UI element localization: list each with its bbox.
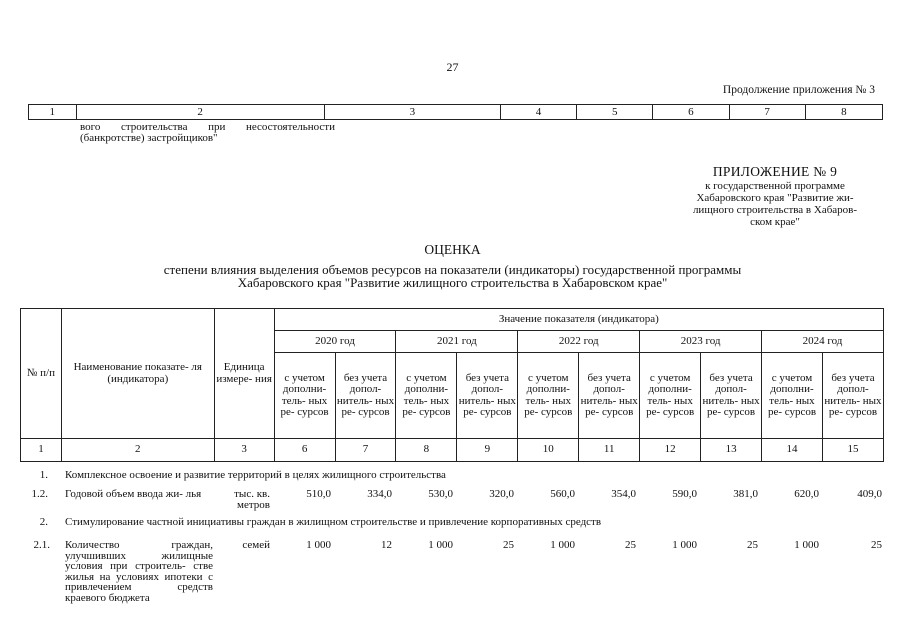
header-without-resources: без учета допол- нитель- ных ре- сурсов [822, 353, 883, 439]
continuation-text: вого строительства при несостоятельности (банкротстве) застройщиков" [80, 121, 335, 144]
indicators-table-body [20, 470, 884, 630]
header-with-resources: с учетом дополни- тель- ных ре- сурсов [518, 353, 579, 439]
header-year-2020: 2020 год [274, 331, 396, 353]
continuation-table-header [28, 104, 883, 120]
value-2022-with: 560,0 [550, 488, 575, 500]
value-2023-without: 25 [747, 539, 758, 551]
header-with-resources: с учетом дополни- тель- ных ре- сурсов [762, 353, 823, 439]
indicators-table-header [20, 308, 884, 462]
value-2021-without: 320,0 [489, 488, 514, 500]
value-2022-with: 1 000 [550, 539, 575, 551]
row-num: 2.1. [33, 539, 50, 551]
row-unit: тыс. кв. метров [234, 488, 270, 511]
value-2020-with: 510,0 [306, 488, 331, 500]
value-2023-with: 1 000 [672, 539, 697, 551]
value-2020-without: 12 [381, 539, 392, 551]
continuation-label: Продолжение приложения № 3 [722, 84, 875, 96]
column-number: 10 [518, 439, 579, 462]
value-2022-without: 25 [625, 539, 636, 551]
row-unit: семей [242, 539, 270, 551]
header-value-group: Значение показателя (индикатора) [274, 309, 883, 331]
cont-col-7: 7 [729, 105, 805, 120]
value-2021-without: 25 [503, 539, 514, 551]
column-number: 15 [822, 439, 883, 462]
value-2024-without: 409,0 [857, 488, 882, 500]
cont-col-6: 6 [653, 105, 729, 120]
document-subtitle [60, 263, 845, 289]
column-number: 14 [762, 439, 823, 462]
header-with-resources: с учетом дополни- тель- ных ре- сурсов [640, 353, 701, 439]
header-with-resources: с учетом дополни- тель- ных ре- сурсов [396, 353, 457, 439]
header-unit: Единица измере- ния [214, 309, 274, 439]
cont-col-1: 1 [29, 105, 77, 120]
value-2020-with: 1 000 [306, 539, 331, 551]
page-number: 27 [446, 60, 459, 74]
header-year-2024: 2024 год [762, 331, 884, 353]
cont-col-2: 2 [76, 105, 324, 120]
column-number: 7 [335, 439, 396, 462]
cont-col-5: 5 [577, 105, 653, 120]
row-num: 2. [39, 516, 48, 528]
subtitle-line-1: степени влияния выделения объемов ресурсов на показатели (индикаторы) государственной программы [163, 262, 742, 277]
header-year-2021: 2021 год [396, 331, 518, 353]
appendix-line-1: к государственной программе [705, 180, 845, 192]
column-number: 6 [274, 439, 335, 462]
section-title: Стимулирование частной инициативы граждан в жилищном строительстве и привлечение корпоративных средств [65, 516, 602, 528]
value-2024-with: 620,0 [794, 488, 819, 500]
value-2021-with: 530,0 [428, 488, 453, 500]
value-2024-without: 25 [871, 539, 882, 551]
value-2023-with: 590,0 [672, 488, 697, 500]
header-without-resources: без учета допол- нитель- ных ре- сурсов [579, 353, 640, 439]
subtitle-line-2: Хабаровского края "Развитие жилищного строительства в Хабаровском крае" [237, 275, 668, 290]
column-number: 11 [579, 439, 640, 462]
value-2020-without: 334,0 [367, 488, 392, 500]
value-2022-without: 354,0 [611, 488, 636, 500]
row-indicator-name: Количество граждан, улучшивших жилищные условия при строитель- стве жилья на условиях ипотеки с привлечением средств краевого бюджета [65, 539, 213, 604]
header-with-resources: с учетом дополни- тель- ных ре- сурсов [274, 353, 335, 439]
value-2021-with: 1 000 [428, 539, 453, 551]
value-2023-without: 381,0 [733, 488, 758, 500]
header-year-2022: 2022 год [518, 331, 640, 353]
cont-col-4: 4 [500, 105, 576, 120]
column-number: 8 [396, 439, 457, 462]
appendix-title: ПРИЛОЖЕНИЕ № 9 [712, 164, 838, 179]
header-name: Наименование показате- ля (индикатора) [61, 309, 214, 439]
row-indicator-name: Годовой объем ввода жи- лья [65, 488, 202, 500]
column-number: 12 [640, 439, 701, 462]
column-number: 3 [214, 439, 274, 462]
appendix-line-4: ском крае" [750, 216, 800, 228]
header-without-resources: без учета допол- нитель- ных ре- сурсов [335, 353, 396, 439]
section-title: Комплексное освоение и развитие территорий в целях жилищного строительства [65, 469, 446, 481]
value-2024-with: 1 000 [794, 539, 819, 551]
row-num: 1. [39, 469, 48, 481]
row-num: 1.2. [31, 488, 48, 500]
column-number: 2 [61, 439, 214, 462]
cont-col-3: 3 [324, 105, 500, 120]
header-without-resources: без учета допол- нитель- ных ре- сурсов [457, 353, 518, 439]
column-number: 1 [21, 439, 62, 462]
cont-col-8: 8 [805, 105, 882, 120]
header-num: № п/п [21, 309, 62, 439]
appendix-line-2: Хабаровского края "Развитие жи- [696, 192, 854, 204]
document-title: ОЦЕНКА [424, 242, 481, 257]
appendix-line-3: лищного строительства в Хабаров- [692, 204, 858, 216]
column-number: 13 [701, 439, 762, 462]
header-year-2023: 2023 год [640, 331, 762, 353]
column-number: 9 [457, 439, 518, 462]
header-without-resources: без учета допол- нитель- ных ре- сурсов [701, 353, 762, 439]
appendix-block [660, 164, 890, 228]
